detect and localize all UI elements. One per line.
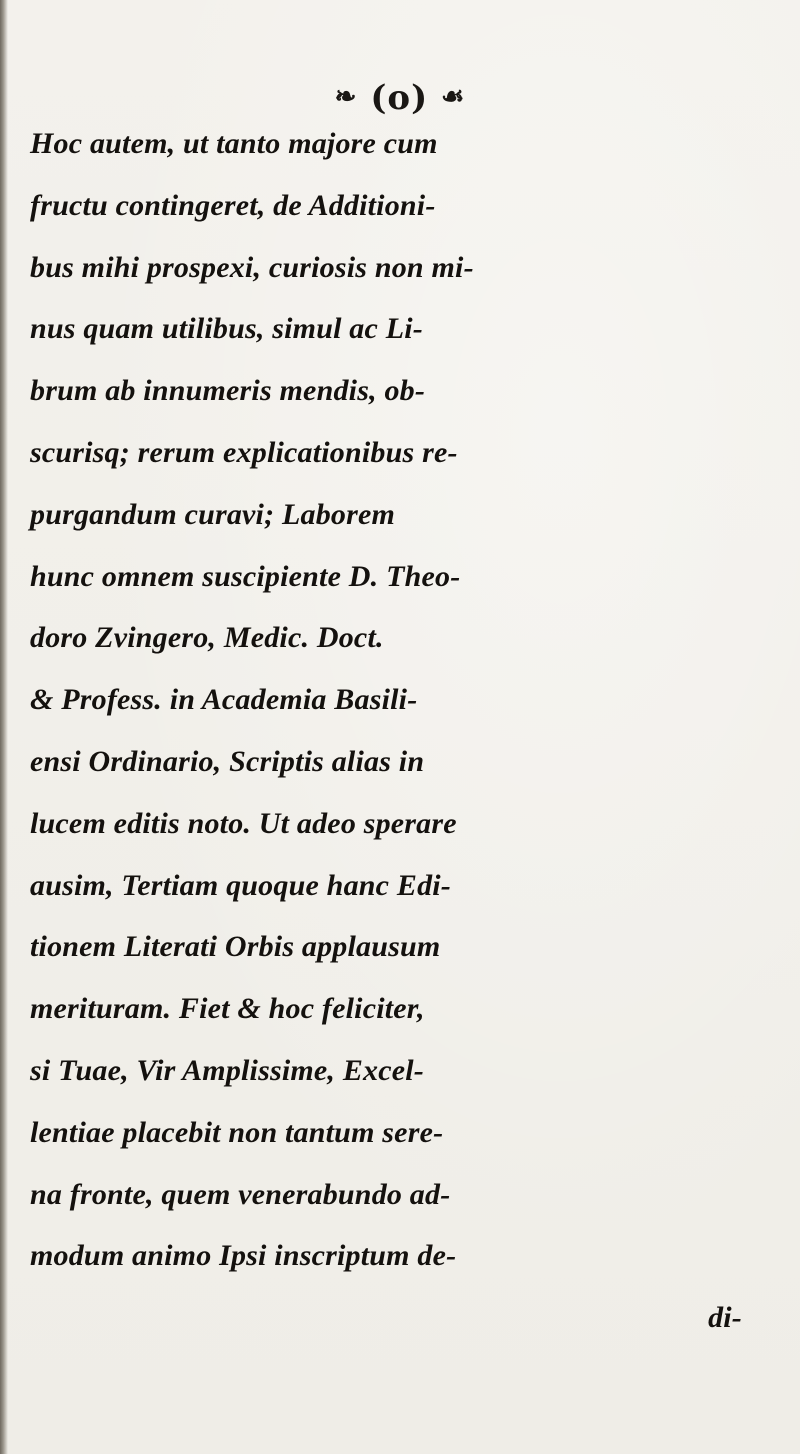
text-line: ausim, Tertiam quoque hanc Edi- — [30, 868, 451, 902]
text-line: ensi Ordinario, Scriptis alias in — [30, 744, 425, 778]
text-line: & Profess. in Academia Basili- — [30, 683, 418, 717]
text-line: Hoc autem, ut tanto majore cum — [30, 127, 438, 160]
header-ornament — [0, 78, 800, 118]
text-line: lucem editis noto. Ut adeo sperare — [30, 806, 457, 840]
text-line: lentiae placebit non tantum sere- — [30, 1115, 444, 1149]
text-line: modum animo Ipsi inscriptum de- — [30, 1239, 457, 1273]
text-line: brum ab innumeris mendis, ob- — [30, 374, 426, 408]
right-fleuron-icon: ☙ — [441, 82, 466, 112]
left-fleuron-icon: ❧ — [334, 82, 358, 112]
text-line: doro Zvingero, Medic. Doct. — [30, 621, 384, 655]
text-line: tionem Literati Orbis applausum — [30, 930, 441, 964]
ornament-text: (o) — [370, 78, 429, 118]
text-line: merituram. Fiet & hoc feliciter, — [30, 992, 425, 1026]
text-line: scurisq; rerum explicationibus re- — [30, 435, 458, 469]
text-line: hunc omnem suscipiente D. Theo- — [30, 559, 461, 593]
body-text — [30, 113, 800, 1349]
page-gutter-shadow — [0, 0, 8, 1454]
text-line: purgandum curavi; Laborem — [30, 497, 396, 531]
text-line: fructu contingeret, de Additioni- — [30, 188, 436, 222]
text-line: nus quam utilibus, simul ac Li- — [30, 312, 423, 346]
catchword: di- — [708, 1301, 742, 1335]
text-line: si Tuae, Vir Amplissime, Excel- — [30, 1053, 424, 1087]
text-line: bus mihi prospexi, curiosis non mi- — [30, 250, 474, 284]
text-line: na fronte, quem venerabundo ad- — [30, 1177, 451, 1211]
